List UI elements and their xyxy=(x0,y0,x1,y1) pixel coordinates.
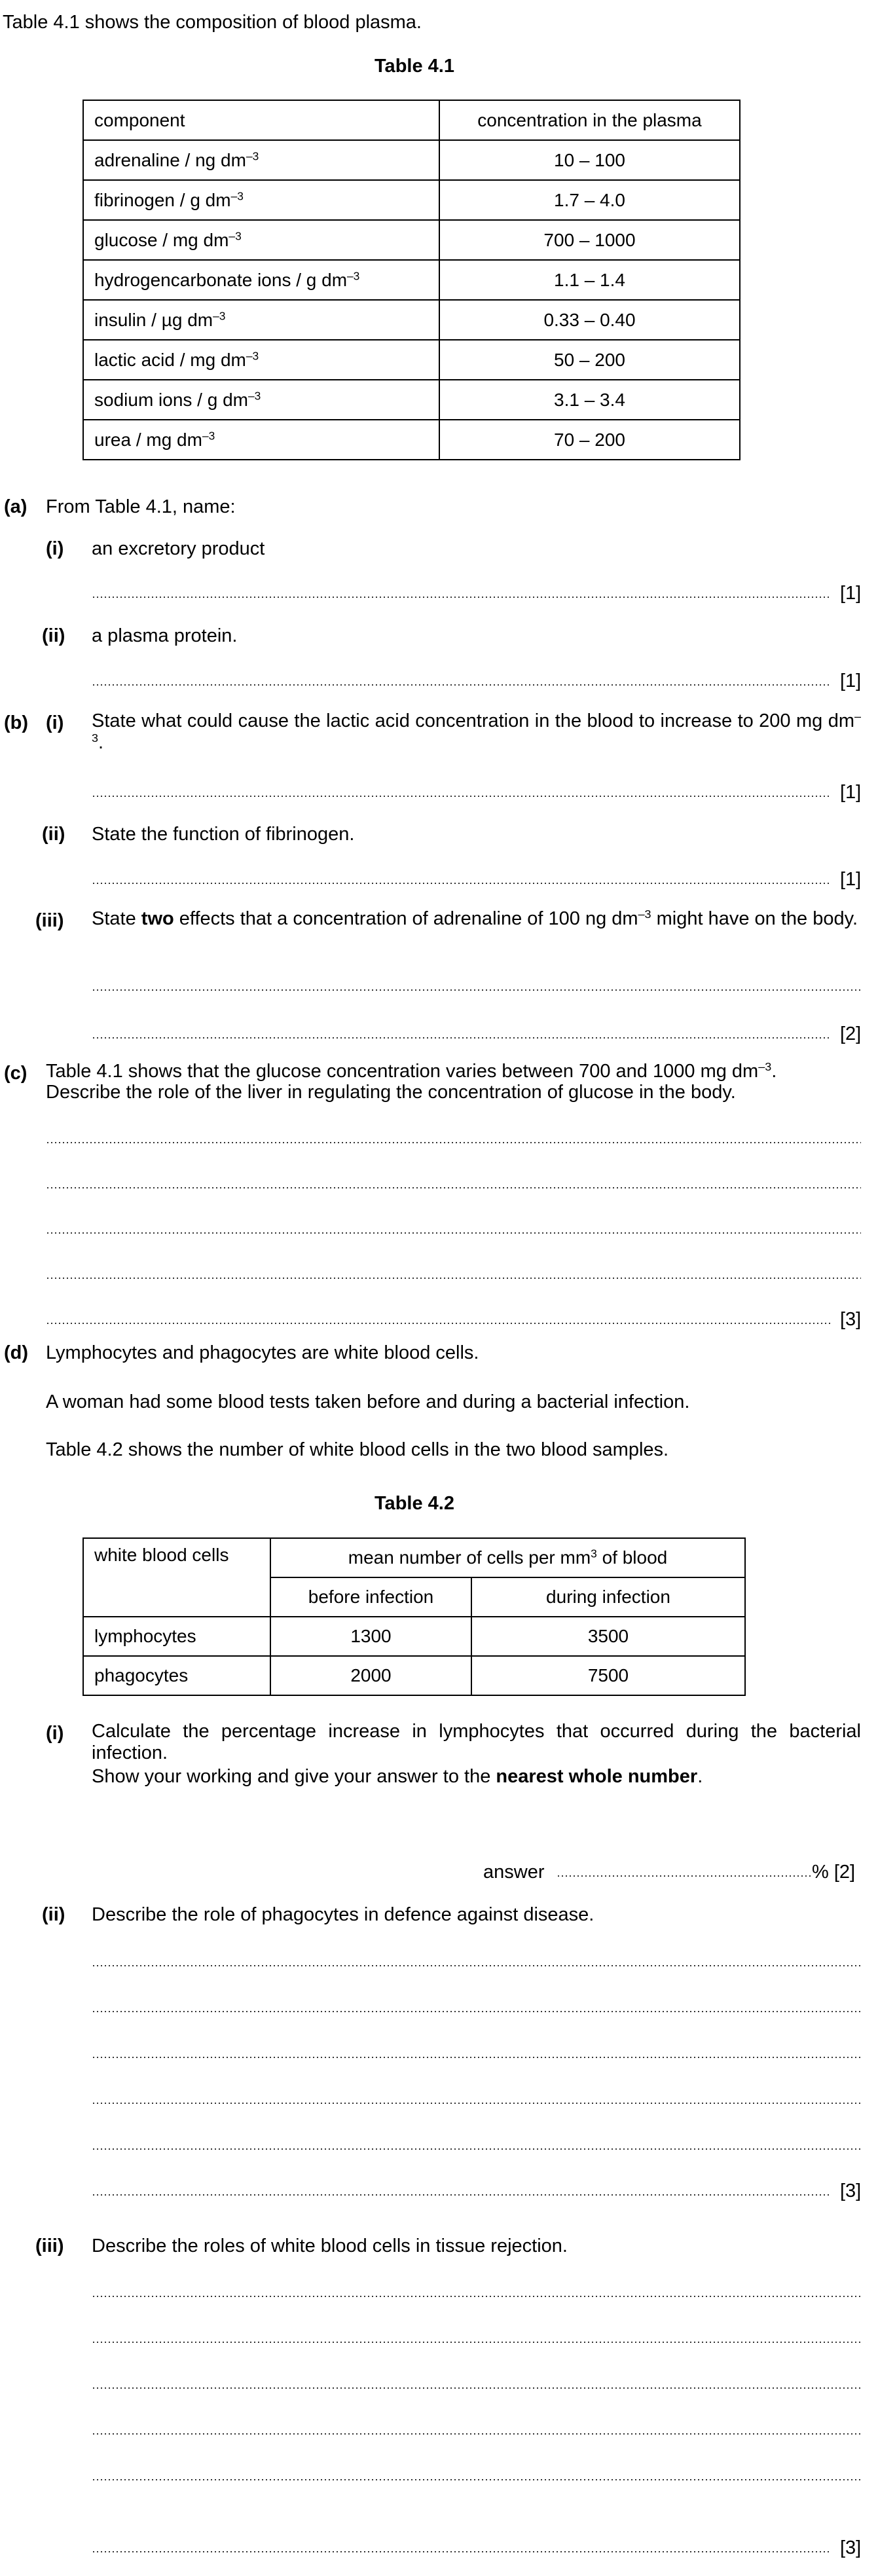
qa-ii-answer-line[interactable] xyxy=(92,684,832,686)
table-row xyxy=(83,1617,745,1656)
qb-i-mark: [1] xyxy=(840,782,862,803)
qb-iii-label: (iii) xyxy=(35,910,64,931)
qb-iii-mark: [2] xyxy=(840,1023,862,1044)
table-row xyxy=(83,300,740,340)
qb-i-label: (i) xyxy=(46,712,64,733)
concentration-cell: 1.7 – 4.0 xyxy=(439,180,740,220)
qb-iii-answer-line[interactable] xyxy=(92,1037,832,1039)
concentration-cell: 700 – 1000 xyxy=(439,220,740,260)
component-cell: lactic acid / mg $dm^{-3}$ xyxy=(83,340,439,380)
qd-iii-label: (iii) xyxy=(35,2236,64,2256)
concentration-cell: 70 – 200 xyxy=(439,420,740,460)
intro-text: Table 4.1 shows the composition of blood plasma. xyxy=(3,12,422,33)
qb-label: (b) xyxy=(4,712,29,733)
table-row xyxy=(83,140,740,180)
component-cell: glucose / mg $dm^{-3}$ xyxy=(83,220,439,260)
table2-header-before: before infection xyxy=(270,1577,471,1617)
qd-p3: Table 4.2 shows the number of white blood cells in the two blood samples. xyxy=(46,1439,669,1460)
qa-i-label: (i) xyxy=(46,538,64,559)
qd-iii-answer-line[interactable] xyxy=(92,2551,832,2552)
table2-header-cells: white blood cells xyxy=(83,1538,270,1617)
qb-i-answer-line[interactable] xyxy=(92,796,832,797)
component-cell: insulin / µg $dm^{-3}$ xyxy=(83,300,439,340)
table1-header-concentration: concentration in the plasma xyxy=(439,100,740,140)
qd-ii-answer-line[interactable] xyxy=(92,2057,861,2058)
during-value: 7500 xyxy=(471,1656,745,1695)
table2-title: Table 4.2 xyxy=(375,1493,454,1514)
qb-ii-mark: [1] xyxy=(840,869,862,890)
qd-iii-answer-line[interactable] xyxy=(92,2342,861,2343)
concentration-cell: 10 – 100 xyxy=(439,140,740,180)
before-value: 1300 xyxy=(270,1617,471,1656)
qd-i-answer-line[interactable] xyxy=(557,1875,812,1877)
table-row xyxy=(83,1656,745,1695)
qb-ii-text: State the function of fibrinogen. xyxy=(92,824,355,845)
qc-line1: Table 4.1 shows that the glucose concentration varies between 700 and 1000 mg $dm^{-3}$. xyxy=(46,1060,777,1082)
component-cell: urea / mg $dm^{-3}$ xyxy=(83,420,439,460)
qd-ii-label: (ii) xyxy=(42,1904,65,1925)
qa-stem: From Table 4.1, name: xyxy=(46,496,236,517)
qd-ii-answer-line[interactable] xyxy=(92,2194,832,2196)
table1-title: Table 4.1 xyxy=(375,56,454,77)
table2-header-during: during infection xyxy=(471,1577,745,1617)
concentration-cell: 3.1 – 3.4 xyxy=(439,380,740,420)
qb-i-text: State what could cause the lactic acid concentration in the blood to increase to 200 mg $dm^{-3}$. xyxy=(92,710,861,753)
table1-header-component: component xyxy=(83,100,439,140)
qd-i-text1: Calculate the percentage increase in lymphocytes that occurred during the bacterial infection. xyxy=(92,1721,861,1763)
qd-iii-answer-line[interactable] xyxy=(92,2387,861,2389)
qd-ii-answer-line[interactable] xyxy=(92,2103,861,2104)
qa-label: (a) xyxy=(4,496,27,517)
component-cell: fibrinogen / g $dm^{-3}$ xyxy=(83,180,439,220)
table-row xyxy=(83,220,740,260)
qa-ii-text: a plasma protein. xyxy=(92,625,238,646)
qc-mark: [3] xyxy=(840,1309,862,1330)
qd-i-answer-label: answer xyxy=(483,1862,545,1883)
qd-i-label: (i) xyxy=(46,1723,64,1744)
table2-group-header: mean number of cells per $mm^3$ of blood xyxy=(270,1538,745,1577)
table-row xyxy=(83,380,740,420)
qd-i-mark: % [2] xyxy=(812,1862,856,1883)
concentration-cell: 0.33 – 0.40 xyxy=(439,300,740,340)
qd-p2: A woman had some blood tests taken before and during a bacterial infection. xyxy=(46,1391,690,1412)
qd-ii-text: Describe the role of phagocytes in defence against disease. xyxy=(92,1904,594,1925)
qd-ii-mark: [3] xyxy=(840,2180,862,2201)
concentration-cell: 1.1 – 1.4 xyxy=(439,260,740,300)
qa-i-answer-line[interactable] xyxy=(92,597,832,598)
qc-answer-line[interactable] xyxy=(46,1323,832,1324)
qc-answer-line[interactable] xyxy=(46,1142,861,1143)
qd-p1: Lymphocytes and phagocytes are white blood cells. xyxy=(46,1342,479,1363)
table-row xyxy=(83,420,740,460)
cell-type: phagocytes xyxy=(83,1656,270,1695)
qd-ii-answer-line[interactable] xyxy=(92,2148,861,2150)
qa-i-mark: [1] xyxy=(840,583,862,604)
qd-label: (d) xyxy=(4,1342,29,1363)
table2-header-row xyxy=(83,1538,745,1577)
qc-answer-line[interactable] xyxy=(46,1187,861,1188)
concentration-cell: 50 – 200 xyxy=(439,340,740,380)
qb-iii-text: State two effects that a concentration of adrenaline of 100 ng $dm^{-3}$ might have on the body. xyxy=(92,908,858,929)
qb-ii-answer-line[interactable] xyxy=(92,883,832,884)
qd-iii-answer-line[interactable] xyxy=(92,2479,861,2480)
table-row xyxy=(83,180,740,220)
qa-i-text: an excretory product xyxy=(92,538,265,559)
qc-answer-line[interactable] xyxy=(46,1278,861,1279)
component-cell: adrenaline / ng $dm^{-3}$ xyxy=(83,140,439,180)
before-value: 2000 xyxy=(270,1656,471,1695)
qa-ii-label: (ii) xyxy=(42,625,65,646)
qd-iii-mark: [3] xyxy=(840,2537,862,2558)
table-row xyxy=(83,260,740,300)
qc-label: (c) xyxy=(4,1063,27,1084)
qc-answer-line[interactable] xyxy=(46,1232,861,1234)
during-value: 3500 xyxy=(471,1617,745,1656)
qd-iii-text: Describe the roles of white blood cells in tissue rejection. xyxy=(92,2236,568,2256)
component-cell: sodium ions / g $dm^{-3}$ xyxy=(83,380,439,420)
table-row xyxy=(83,340,740,380)
cell-type: lymphocytes xyxy=(83,1617,270,1656)
table2 xyxy=(82,1537,746,1696)
qd-ii-answer-line[interactable] xyxy=(92,2011,861,2012)
qd-ii-answer-line[interactable] xyxy=(92,1965,861,1966)
qa-ii-mark: [1] xyxy=(840,671,862,691)
table1 xyxy=(82,100,741,460)
qb-iii-answer-line[interactable] xyxy=(92,989,861,991)
qb-ii-label: (ii) xyxy=(42,824,65,845)
table1-header-row xyxy=(83,100,740,140)
qc-line2: Describe the role of the liver in regulating the concentration of glucose in the body. xyxy=(46,1082,736,1103)
qd-i-text2: Show your working and give your answer to the nearest whole number. xyxy=(92,1766,703,1787)
qd-iii-answer-line[interactable] xyxy=(92,2296,861,2297)
qd-iii-answer-line[interactable] xyxy=(92,2433,861,2435)
component-cell: hydrogencarbonate ions / g $dm^{-3}$ xyxy=(83,260,439,300)
